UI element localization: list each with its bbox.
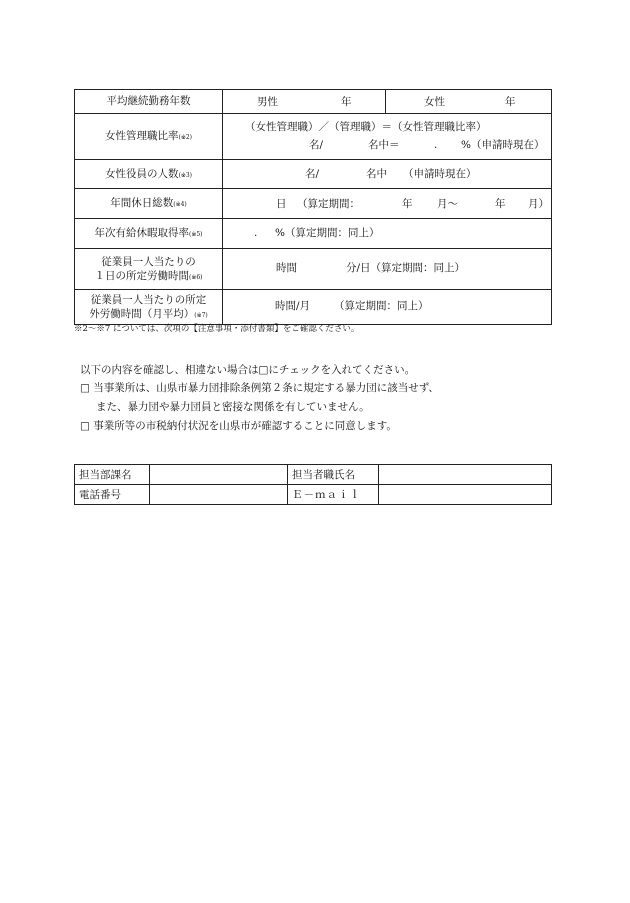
ratio-formula: （女性管理職）／（管理職）＝（女性管理職比率） bbox=[245, 121, 487, 133]
note-6: (※6) bbox=[188, 274, 203, 281]
annual-holidays-cell[interactable] bbox=[223, 189, 552, 219]
female-manager-ratio-cell[interactable] bbox=[223, 114, 552, 160]
paid-leave-cell[interactable] bbox=[223, 219, 552, 249]
label-paid-leave: 年次有給休暇取得率(※5) bbox=[75, 219, 223, 249]
overtime-hours-unit: 時間/月 bbox=[275, 300, 311, 312]
person-field[interactable] bbox=[379, 465, 552, 485]
daily-hours-cell[interactable] bbox=[223, 249, 552, 290]
officers-mei: 名/ bbox=[305, 168, 320, 180]
officers-status: （申請時現在） bbox=[403, 168, 477, 180]
holidays-month2: 月） bbox=[528, 198, 549, 210]
officers-meichu: 名中 bbox=[366, 168, 387, 180]
confirm-item-antisocial-cont: また、暴力団や暴力団員と密接な関係を有していません。 bbox=[96, 401, 370, 413]
holidays-year2: 年 bbox=[495, 198, 506, 210]
holidays-month1: 月～ bbox=[437, 198, 458, 210]
male-label: 男性 bbox=[257, 96, 278, 108]
phone-field[interactable] bbox=[150, 485, 288, 505]
dept-label: 担当部課名 bbox=[75, 465, 150, 485]
row-paid-leave bbox=[75, 219, 552, 249]
label-female-officers: 女性役員の人数(※3) bbox=[75, 160, 223, 189]
confirm-item-antisocial[interactable]: □ 当事業所は、山県市暴力団排除条例第２条に規定する暴力団に該当せず、 bbox=[80, 382, 439, 394]
label-overtime: 従業員一人当たりの所定 外労働時間（月平均）(※7) bbox=[75, 290, 223, 325]
info-table bbox=[74, 89, 552, 325]
contact-row-1 bbox=[75, 465, 552, 485]
label-annual-holidays: 年間休日総数(※4) bbox=[75, 189, 223, 219]
female-cell[interactable] bbox=[386, 90, 552, 114]
row-female-manager-ratio bbox=[75, 114, 552, 160]
email-label: Ｅ－ｍａｉｌ bbox=[288, 485, 379, 505]
footnote: ※2～※7 については、次項の【注意事項・添付書類】をご確認ください。 bbox=[74, 324, 360, 334]
overtime-cell[interactable] bbox=[223, 290, 552, 325]
female-year-unit: 年 bbox=[505, 96, 516, 108]
person-label: 担当者職氏名 bbox=[288, 465, 379, 485]
phone-label: 電話番号 bbox=[75, 485, 150, 505]
daily-hours-unit: 時間 bbox=[276, 262, 297, 274]
note-5: (※5) bbox=[188, 231, 203, 239]
leave-percent: %（算定期間：同上） bbox=[275, 227, 380, 239]
email-field[interactable] bbox=[379, 485, 552, 505]
confirm-item-tax[interactable]: □ 事業所等の市税納付状況を山県市が確認することに同意します。 bbox=[80, 420, 397, 432]
holidays-period: （算定期間： bbox=[297, 198, 360, 210]
daily-minutes-unit: 分/日（算定期間：同上） bbox=[346, 262, 466, 274]
row-daily-hours bbox=[75, 249, 552, 290]
male-cell[interactable] bbox=[223, 90, 386, 114]
ratio-meichu: 名中＝ bbox=[368, 139, 400, 151]
contact-row-2 bbox=[75, 485, 552, 505]
row-female-officers bbox=[75, 160, 552, 189]
holidays-day: 日 bbox=[276, 198, 287, 210]
confirm-intro: 以下の内容を確認し、相違ない場合は□にチェックを入れてください。 bbox=[80, 364, 416, 376]
contact-table bbox=[74, 464, 552, 505]
note-4: (※4) bbox=[173, 201, 187, 209]
note-7: (※7) bbox=[194, 312, 208, 319]
ratio-mei: 名/ bbox=[309, 139, 324, 151]
label-daily-hours: 従業員一人当たりの １日の所定労働時間(※6) bbox=[75, 249, 223, 290]
row-annual-holidays bbox=[75, 189, 552, 219]
note-3: (※3) bbox=[178, 171, 193, 179]
holidays-year1: 年 bbox=[402, 198, 413, 210]
ratio-percent: %（申請時現在） bbox=[461, 139, 545, 151]
label-tenure: 平均継続勤務年数 bbox=[75, 90, 223, 114]
overtime-period: （算定期間：同上） bbox=[334, 300, 429, 312]
row-tenure bbox=[75, 90, 552, 114]
male-year-unit: 年 bbox=[341, 96, 352, 108]
dept-field[interactable] bbox=[150, 465, 288, 485]
row-overtime bbox=[75, 290, 552, 325]
ratio-dot: . bbox=[434, 139, 438, 151]
label-female-manager-ratio: 女性管理職比率(※2) bbox=[75, 114, 223, 160]
female-label: 女性 bbox=[424, 96, 445, 108]
female-officers-cell[interactable] bbox=[223, 160, 552, 189]
leave-dot: . bbox=[254, 227, 258, 239]
note-2: (※2) bbox=[178, 134, 193, 142]
